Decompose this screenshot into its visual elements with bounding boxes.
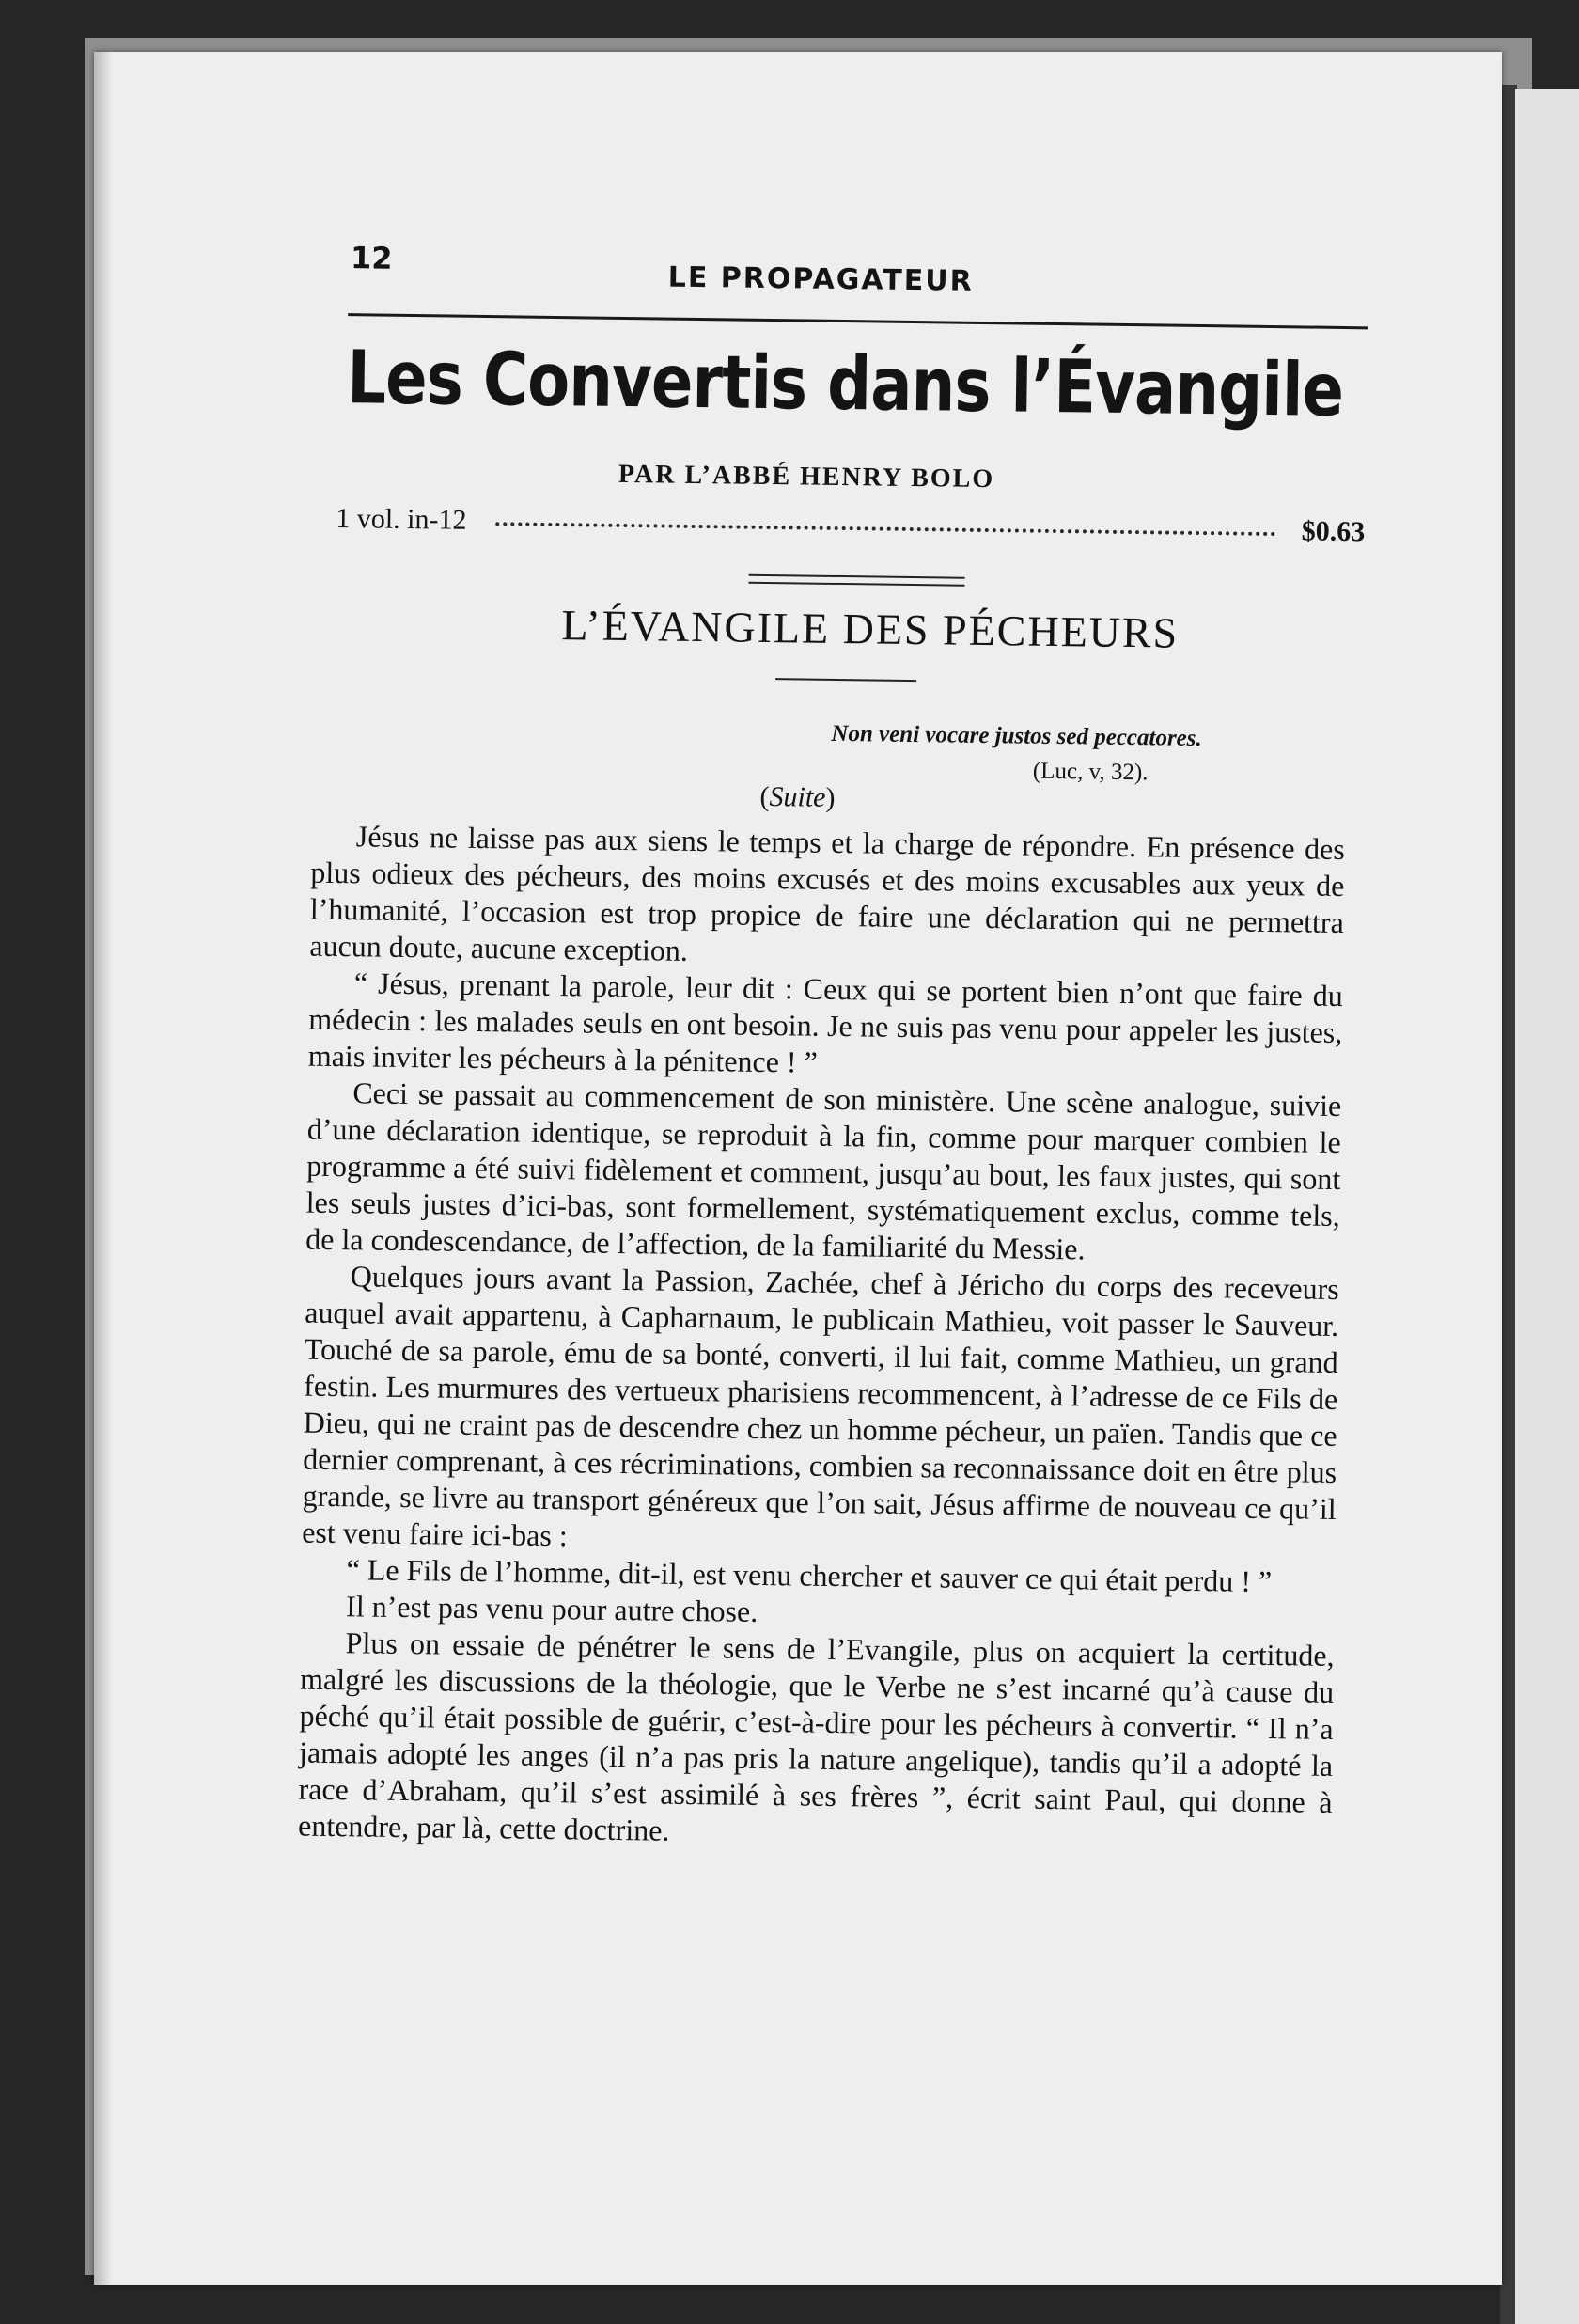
- paragraph: “ Le Fils de l’homme, dit-il, est venu chercher et sauver ce qui était perdu ! ”: [346, 1552, 1273, 1599]
- page-binding-edge: [94, 52, 113, 2285]
- epigraph: Non veni vocare justos sed peccatores.: [831, 720, 1202, 752]
- paragraph: Jésus ne laisse pas aux siens le temps et la charge de répondre. En présence des plus odieux des pécheurs, des moins excusés et des moins excusables aux yeux de l’humanité, l’occasion est trop propice de faire une déclaration qui ne permettra aucun doute, aucune exception.: [309, 819, 1346, 967]
- price-line: [336, 503, 1365, 554]
- book-title: Les Convertis dans l’Évangile: [346, 336, 1344, 433]
- paragraph: Ceci se passait au commencement de son ministère. Une scène analogue, suivie d’une déclaration identique, se reproduit à la fin, comme pour marquer combien le programme a été suivi fidèlement et comment, jusqu’au bout, les faux justes, qui sont les seuls justes d’ici-bas, sont formellement, systématiquement exclus, comme tels, de la condescendance, de l’affection, de la familiarité du Messie.: [305, 1076, 1342, 1266]
- book-price: $0.63: [1301, 515, 1366, 548]
- section-rule: [775, 678, 916, 682]
- article-body: [298, 818, 1345, 1858]
- paragraph: “ Jésus, prenant la parole, leur dit : Ceux qui se portent bien n’ont que faire du médecin : les malades seuls en ont besoin. Je ne suis pas venu pour appeler les justes, mais inviter les pécheurs à la pénitence ! ”: [307, 966, 1344, 1079]
- header-rule: [348, 313, 1368, 329]
- continued-text: Suite: [769, 781, 826, 813]
- paragraph: Quelques jours avant la Passion, Zachée, chef à Jéricho du corps des receveurs auquel avait appartenu, à Capharnaum, le publicain Mathieu, voit passer le Sauveur. Touché de sa parole, ému de sa bonté, converti, il lui fait, comme Mathieu, un grand festin. Les murmures des vertueux pharisiens recommencent, à l’adresse de ce Fils de Dieu, qui ne craint pas de descendre chez un homme pécheur, un païen. Tandis que ce dernier comprenant, à ces récriminations, combien sa reconnaissance doit en être plus grande, se livre au transport généreux que l’on sait, Jésus affirme de nouveau ce qu’il est venu faire ici-bas :: [301, 1259, 1339, 1553]
- epigraph-reference: (Luc, v, 32).: [1032, 758, 1149, 786]
- continued-label: (Suite): [759, 780, 836, 813]
- ornamental-double-rule: [748, 574, 964, 587]
- section-title: L’ÉVANGILE DES PÉCHEURS: [561, 601, 1180, 657]
- scanned-page: [94, 52, 1502, 2285]
- page-number: 12: [350, 240, 393, 276]
- running-head: LE PROPAGATEUR: [667, 260, 974, 298]
- paragraph: Plus on essaie de pénétrer le sens de l’Evangile, plus on acquiert la certitude, malgré les discussions de la théologie, que le Verbe ne s’est incarné qu’à cause du péché qu’il était possible de guérir, c’est-à-dire pour les pécheurs à convertir. “ Il n’a jamais adopté les anges (il n’a pas pris la nature angelique), tandis qu’il a adopté la race d’Abraham, qu’il s’est assimilé à ses frères ”, écrit saint Paul, qui donne à entendre, par là, cette doctrine.: [297, 1625, 1335, 1847]
- paragraph: Il n’est pas venu pour autre chose.: [345, 1589, 758, 1628]
- volume-info: 1 vol. in-12: [336, 502, 467, 536]
- book-byline: PAR L’ABBÉ HENRY BOLO: [618, 459, 995, 495]
- facing-page-edge: [1515, 89, 1579, 2324]
- page-content: [297, 183, 1449, 1847]
- dot-leader: [495, 522, 1275, 536]
